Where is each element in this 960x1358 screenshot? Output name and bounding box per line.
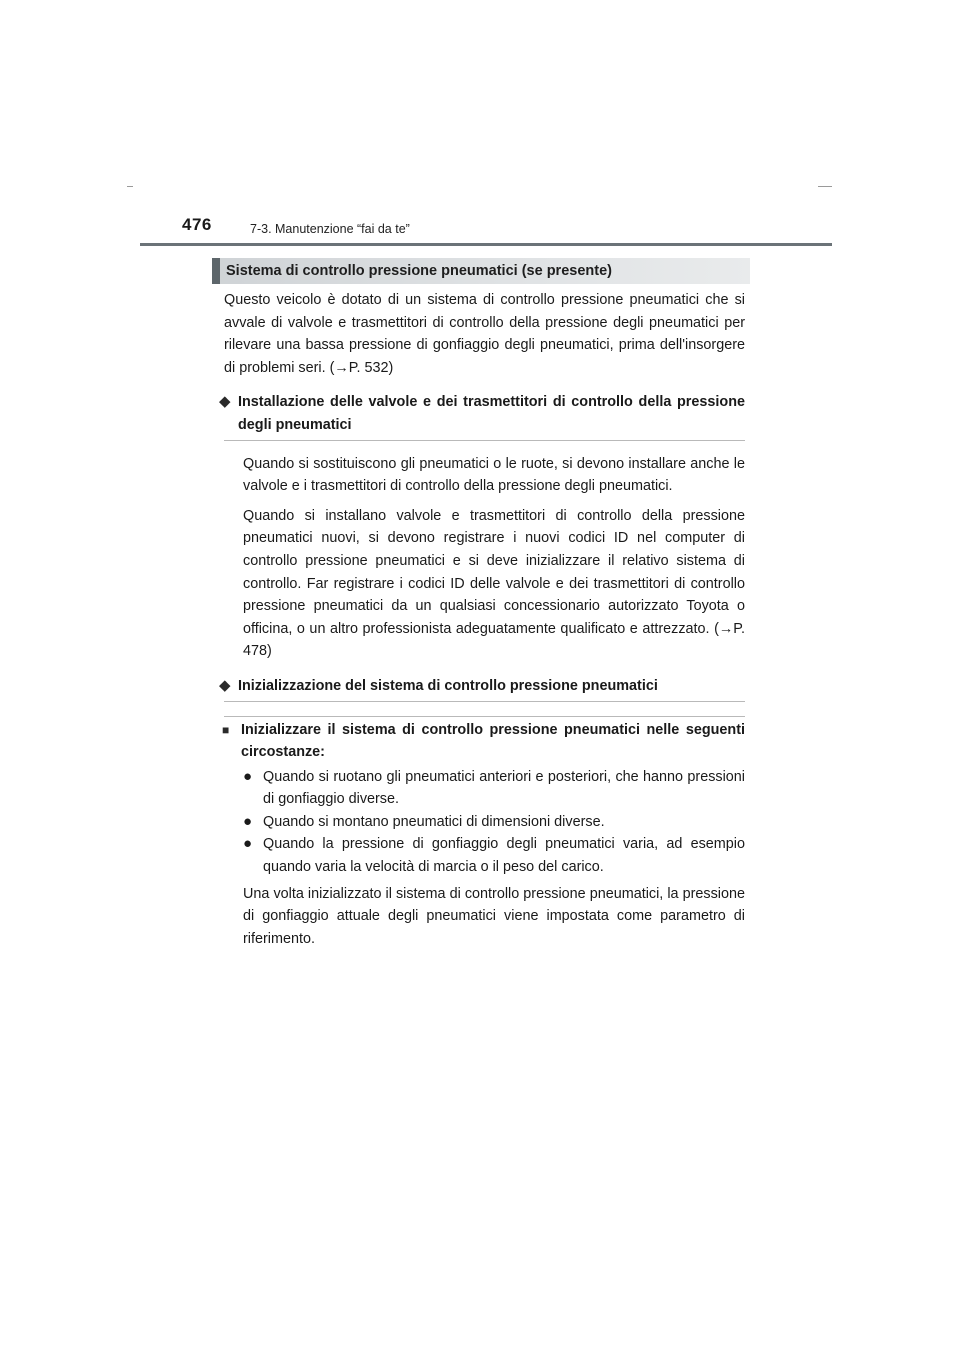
- bullet-icon: ●: [243, 812, 253, 830]
- closing-paragraph: Una volta inizializzato il sistema di controllo pressione pneumatici, la pressione di gonfiaggio attuale degli pneumatici viene impostata come parametro di riferimento.: [243, 885, 745, 947]
- list-item: [243, 766, 745, 811]
- installation-paragraph-2: Quando si installano valvole e trasmettitori di controllo della pressione pneumatici nuovi, si devono registrare i nuovi codici ID nel computer di controllo pressione pneumatici e si deve inizializzare il relativo sistema di controllo. Far registrare i codici ID delle valvole e dei trasmettitori di controllo pressione pneumatici da un qualsiasi concessionario autorizzato Toyota o officina, o un altro professionista adeguatamente qualificato e attrezzato. (→P. 478): [243, 507, 745, 660]
- crop-mark-left: [127, 186, 133, 187]
- diamond-icon: ◆: [219, 676, 231, 694]
- content: [219, 289, 745, 950]
- header-rule: [140, 243, 832, 246]
- circumstances-list: [224, 766, 745, 879]
- intro-paragraph: Questo veicolo è dotato di un sistema di controllo pressione pneumatici che si avvale di valvole e trasmettitori di controllo della pressione degli pneumatici per rilevare una bassa pressione di gonfiaggio degli pneumatici, prima dell'insorgere di problemi seri. (→P. 532): [224, 292, 745, 376]
- initialization-heading-text: Inizializzazione del sistema di controllo pressione pneumatici: [238, 677, 658, 694]
- section-label: 7-3. Manutenzione “fai da te”: [250, 222, 410, 236]
- list-item-text: Quando si ruotano gli pneumatici anteriori e posteriori, che hanno pressioni di gonfiaggio diverse.: [263, 768, 745, 808]
- square-icon: ■: [222, 722, 230, 737]
- installation-heading-text: Installazione delle valvole e dei trasmettitori di controllo della pressione degli pneumatici: [238, 394, 745, 433]
- initialization-heading: [219, 675, 745, 702]
- list-item: [243, 833, 745, 878]
- installation-heading: [219, 391, 745, 440]
- title-accent: [212, 258, 220, 284]
- page-number: 476: [182, 215, 212, 234]
- initialization-subheading-text: Inizializzare il sistema di controllo pressione pneumatici nelle seguenti circostanze:: [241, 721, 745, 761]
- list-item-text: Quando si montano pneumatici di dimensioni diverse.: [263, 813, 605, 830]
- section-title: Sistema di controllo pressione pneumatici (se presente): [226, 263, 612, 279]
- installation-paragraph-1: Quando si sostituiscono gli pneumatici o le ruote, si devono installare anche le valvole e i trasmettitori di controllo della pressione degli pneumatici.: [243, 455, 745, 495]
- bullet-icon: ●: [243, 767, 253, 785]
- crop-mark-right: [818, 186, 832, 187]
- list-item-text: Quando la pressione di gonfiaggio degli pneumatici varia, ad esempio quando varia la velocità di marcia o il peso del carico.: [263, 836, 745, 876]
- initialization-subheading: [224, 716, 745, 764]
- bullet-icon: ●: [243, 835, 253, 853]
- diamond-icon: ◆: [219, 393, 231, 411]
- section-title-bar: [212, 258, 750, 284]
- list-item: [243, 811, 745, 834]
